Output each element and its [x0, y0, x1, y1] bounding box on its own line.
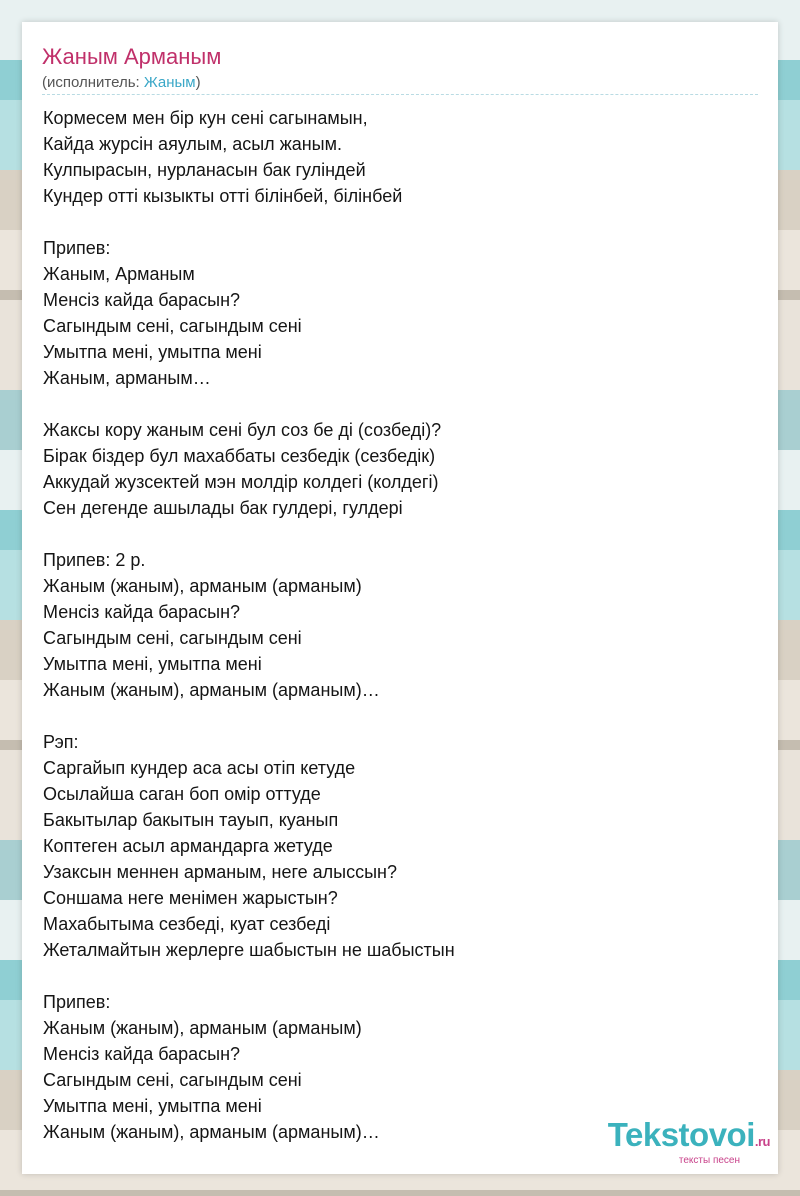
lyric-line: Жаным, арманым…: [43, 368, 211, 388]
lyric-line: Коптеген асыл армандарга жетуде: [43, 836, 333, 856]
logo-wordmark: [607, 1116, 770, 1158]
lyric-line: Сагындым сені, сагындым сені: [43, 628, 302, 648]
logo-name: Tekstovoi: [607, 1116, 755, 1153]
lyric-line: Умытпа мені, умытпа мені: [43, 342, 262, 362]
performer-suffix: ): [195, 74, 201, 91]
lyrics-text: [43, 105, 455, 1145]
lyric-line: Бакытылар бакытын тауып, куанып: [43, 810, 339, 830]
lyric-line: Менсіз кайда барасын?: [43, 1044, 241, 1064]
performer-link[interactable]: Жаным: [143, 74, 196, 91]
stanza-gap: [43, 703, 455, 729]
lyric-line: Припев: 2 р.: [43, 550, 146, 570]
song-title: Жаным Арманым: [42, 44, 222, 69]
lyric-line: Умытпа мені, умытпа мені: [43, 654, 262, 674]
lyric-line: Рэп:: [43, 732, 79, 752]
title-divider: [42, 94, 758, 95]
lyric-line: Жеталмайтын жерлерге шабыстын не шабыстын: [43, 940, 455, 960]
lyric-line: Менсіз кайда барасын?: [43, 290, 241, 310]
logo-tld: .ru: [754, 1134, 770, 1149]
stanza-gap: [43, 209, 455, 235]
lyric-line: Жаксы кору жаным сені бул соз бе ді (созбеді)?: [43, 420, 442, 440]
lyric-line: Умытпа мені, умытпа мені: [43, 1096, 262, 1116]
lyric-line: Менсіз кайда барасын?: [43, 602, 241, 622]
lyric-line: Бірак біздер бул махаббаты сезбедік (сезбедік): [43, 446, 436, 466]
lyric-line: Соншама неге менімен жарыстын?: [43, 888, 338, 908]
lyric-line: Припев:: [43, 238, 111, 258]
lyric-line: Осылайша саган боп омір оттуде: [43, 784, 321, 804]
lyric-line: Кайда журсін аяулым, асыл жаным.: [43, 134, 342, 154]
lyric-line: Аккудай жузсектей мэн молдір колдегі (колдегі): [43, 472, 439, 492]
stanza-gap: [43, 391, 455, 417]
lyric-line: Припев:: [43, 992, 111, 1012]
performer-prefix: (исполнитель:: [42, 74, 144, 91]
lyric-line: Жаным (жаным), арманым (арманым)…: [43, 1122, 380, 1142]
lyric-line: Кулпырасын, нурланасын бак гуліндей: [43, 160, 366, 180]
logo-tagline: тексты песен: [678, 1155, 740, 1166]
site-logo[interactable]: [607, 1116, 770, 1166]
lyric-line: Жаным (жаным), арманым (арманым): [43, 1018, 362, 1038]
lyric-line: Махабытыма сезбеді, куат сезбеді: [43, 914, 331, 934]
lyrics-card: [22, 22, 778, 1174]
lyric-line: Жаным (жаным), арманым (арманым): [43, 576, 362, 596]
lyric-line: Жаным (жаным), арманым (арманым)…: [43, 680, 380, 700]
stanza-gap: [43, 963, 455, 989]
lyric-line: Сагындым сені, сагындым сені: [43, 316, 302, 336]
lyric-line: Узаксын меннен арманым, неге алыссын?: [43, 862, 397, 882]
lyric-line: Жаным, Арманым: [43, 264, 195, 284]
lyric-line: Саргайып кундер аса асы отіп кетуде: [43, 758, 356, 778]
lyric-line: Сен дегенде ашылады бак гулдері, гулдері: [43, 498, 403, 518]
performer-line: [42, 74, 201, 91]
stanza-gap: [43, 521, 455, 547]
lyric-line: Кундер отті кызыкты отті білінбей, білінбей: [43, 186, 403, 206]
lyric-line: Сагындым сені, сагындым сені: [43, 1070, 302, 1090]
lyric-line: Кормесем мен бір кун сені сагынамын,: [43, 108, 368, 128]
